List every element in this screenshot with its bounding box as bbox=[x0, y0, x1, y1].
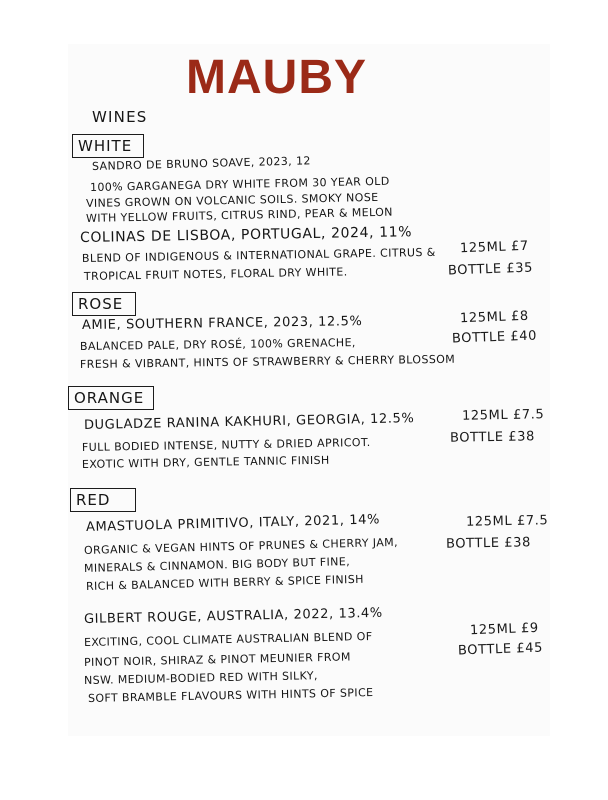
wine-description: BALANCED PALE, DRY ROSÉ, 100% GRENACHE, bbox=[79, 336, 356, 353]
bottle-price: BOTTLE £40 bbox=[451, 328, 538, 347]
wine-description: EXOTIC WITH DRY, GENTLE TANNIC FINISH bbox=[81, 453, 330, 471]
wine-name: SANDRO DE BRUNO SOAVE, 2023, 12 bbox=[91, 154, 311, 173]
wine-name: AMIE, SOUTHERN FRANCE, 2023, 12.5% bbox=[81, 314, 363, 333]
wine-description: ORGANIC & VEGAN HINTS OF PRUNES & CHERRY JAM, bbox=[83, 535, 399, 557]
bottle-price: BOTTLE £35 bbox=[447, 260, 534, 279]
wine-description: BLEND OF INDIGENOUS & INTERNATIONAL GRAPE. CITRUS & bbox=[81, 245, 436, 265]
glass-price: 125ML £8 bbox=[459, 308, 529, 327]
wine-description: EXCITING, COOL CLIMATE AUSTRALIAN BLEND OF bbox=[83, 629, 373, 649]
wine-name: GILBERT ROUGE, AUSTRALIA, 2022, 13.4% bbox=[83, 605, 383, 627]
wine-description: FULL BODIED INTENSE, NUTTY & DRIED APRICOT. bbox=[81, 435, 371, 454]
wine-description: RICH & BALANCED WITH BERRY & SPICE FINISH bbox=[85, 572, 364, 593]
wine-name: AMASTUOLA PRIMITIVO, ITALY, 2021, 14% bbox=[85, 512, 381, 535]
menu-heading: WINES bbox=[92, 108, 148, 126]
wine-description: VINES GROWN ON VOLCANIC SOILS. SMOKY NOSE bbox=[85, 190, 379, 210]
wine-description: WITH YELLOW FRUITS, CITRUS RIND, PEAR & MELON bbox=[85, 205, 393, 225]
section-white: WHITE bbox=[72, 134, 144, 158]
bottle-price: BOTTLE £45 bbox=[457, 640, 544, 659]
glass-price: 125ML £7.5 bbox=[461, 407, 545, 424]
section-orange: ORANGE bbox=[68, 386, 154, 410]
wine-description: MINERALS & CINNAMON. BIG BODY BUT FINE, bbox=[83, 555, 351, 575]
wine-name: COLINAS DE LISBOA, PORTUGAL, 2024, 11% bbox=[79, 224, 413, 246]
wine-description: FRESH & VIBRANT, HINTS OF STRAWBERRY & CHERRY BLOSSOM bbox=[79, 352, 456, 371]
wine-description: TROPICAL FRUIT NOTES, FLORAL DRY WHITE. bbox=[83, 265, 348, 283]
wine-description: SOFT BRAMBLE FLAVOURS WITH HINTS OF SPICE bbox=[87, 686, 374, 705]
section-red: RED bbox=[70, 488, 136, 512]
section-rose: ROSE bbox=[72, 292, 136, 316]
wine-description: NSW. MEDIUM-BODIED RED WITH SILKY, bbox=[83, 669, 318, 687]
bottle-price: BOTTLE £38 bbox=[449, 429, 536, 446]
wine-name: DUGLADZE RANINA KAKHURI, GEORGIA, 12.5% bbox=[83, 411, 415, 433]
brand-logo: MAUBY bbox=[186, 51, 367, 104]
wine-description: PINOT NOIR, SHIRAZ & PINOT MEUNIER FROM bbox=[83, 650, 351, 669]
bottle-price: BOTTLE £38 bbox=[445, 535, 532, 552]
glass-price: 125ML £7.5 bbox=[465, 513, 549, 530]
wine-description: 100% GARGANEGA DRY WHITE FROM 30 YEAR OLD bbox=[89, 174, 390, 194]
glass-price: 125ML £9 bbox=[469, 620, 539, 639]
glass-price: 125ML £7 bbox=[459, 238, 529, 257]
